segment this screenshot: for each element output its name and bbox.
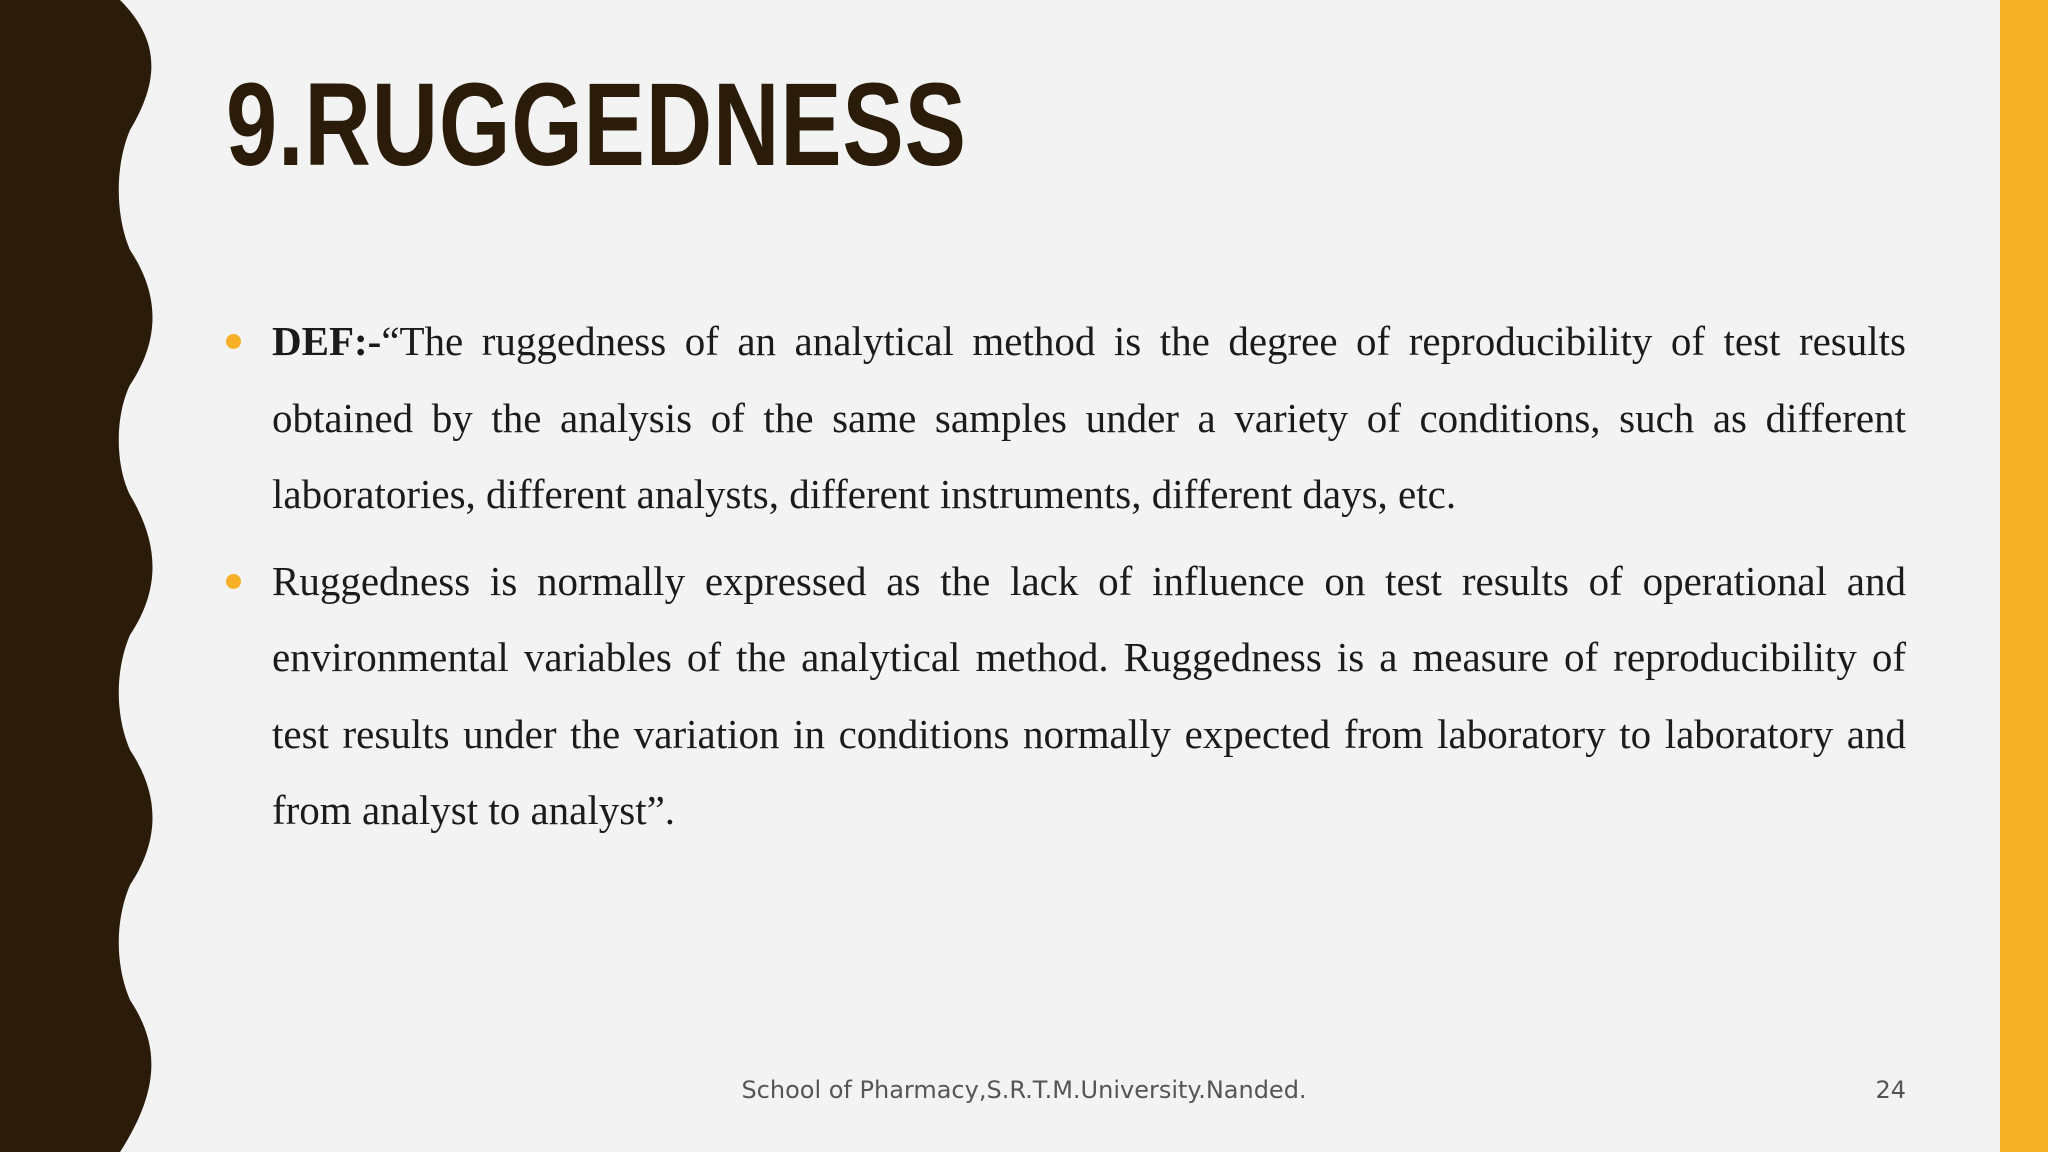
bullet-dot-icon xyxy=(226,574,241,589)
bullet-list xyxy=(226,303,1906,859)
page-number: 24 xyxy=(1875,1076,1906,1104)
bullet-text: “The ruggedness of an analytical method is the degree of reproducibility of test results obtained by the analysis of the same samples under a variety of conditions, such as different laboratories, different analysts, different instruments, different days, etc. xyxy=(272,318,1906,517)
footer-text: School of Pharmacy,S.R.T.M.University.Nanded. xyxy=(741,1076,1307,1104)
slide-title: 9.RUGGEDNESS xyxy=(226,59,967,191)
left-wavy-border-decoration xyxy=(0,0,160,1152)
bullet-item-expression xyxy=(226,543,1906,849)
bullet-text: Ruggedness is normally expressed as the lack of influence on test results of operational and environmental variables of the analytical method. Ruggedness is a measure of reproducibility of test results under the variation in conditions normally expected from laboratory to laboratory and from analyst to analyst”. xyxy=(272,557,1906,833)
bullet-item-definition xyxy=(226,303,1906,533)
definition-label: DEF:- xyxy=(272,318,382,364)
bullet-dot-icon xyxy=(226,334,241,349)
wavy-band-shape xyxy=(0,0,153,1152)
right-accent-bar xyxy=(2000,0,2048,1152)
